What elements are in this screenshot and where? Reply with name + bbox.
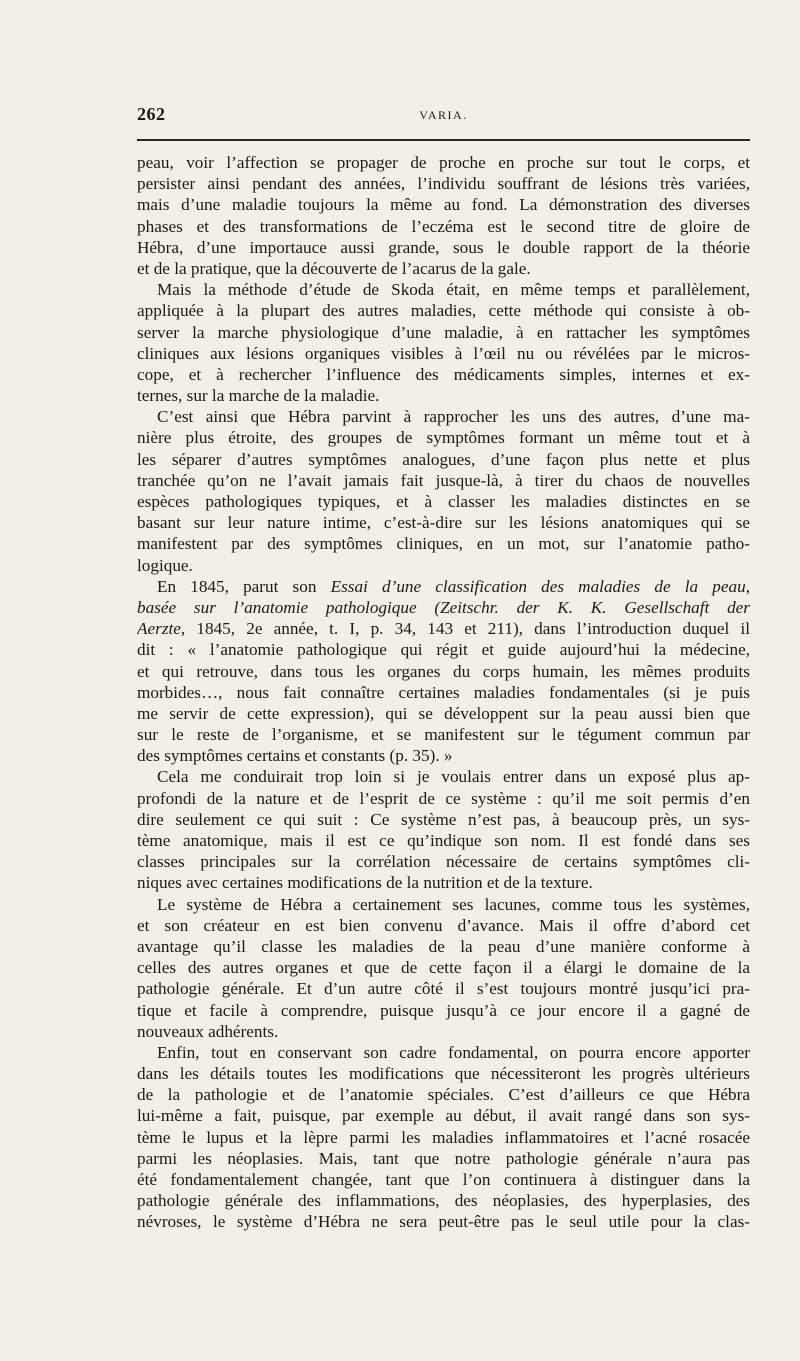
text-segment: morbides…, nous fait connaître certaines maladies fondamentales (si je puis: [137, 682, 750, 702]
text-line: [137, 1148, 750, 1169]
text-line: [137, 682, 750, 703]
italic-segment: Essai d’une classification des maladies de la peau,: [330, 576, 750, 596]
text-line: [137, 491, 750, 512]
text-segment: parmi les néoplasies. Mais, tant que notre pathologie générale n’aura pas: [137, 1148, 750, 1168]
text-segment: persister ainsi pendant des années, l’individu souffrant de lésions très variées,: [137, 174, 750, 194]
text-line: [137, 216, 750, 237]
text-segment: appliquée à la plupart des autres maladies, cette méthode qui consiste à ob-: [137, 301, 750, 321]
text-line: [137, 894, 750, 915]
page-header: [137, 104, 750, 128]
text-segment: espèces pathologiques typiques, et à classer les maladies distinctes en se: [137, 492, 750, 511]
body-text: [137, 152, 750, 1233]
text-line: [137, 661, 750, 682]
text-line: [137, 1127, 750, 1148]
text-line: [137, 364, 750, 385]
text-line: [137, 788, 750, 809]
page-number: 262: [137, 104, 166, 124]
text-segment: Le système de Hébra a certainement ses lacunes, comme tous les systèmes,: [157, 894, 750, 914]
text-line: [137, 555, 750, 576]
text-line: [137, 724, 750, 745]
text-segment: névroses, le système d’Hébra ne sera peut-être pas le seul utile pour la clas-: [137, 1212, 750, 1232]
text-line: [137, 809, 750, 830]
text-segment: pathologie générale des inflammations, des néoplasies, des hyperplasies, des: [137, 1191, 750, 1211]
text-segment: manifestent par des symptômes cliniques, en un mot, sur l’anatomie patho-: [137, 534, 750, 554]
text-segment: dire seulement ce qui suit : Ce système n’est pas, à beaucoup près, un sys-: [137, 809, 750, 829]
text-segment: de la pathologie et de l’anatomie spéciales. C’est d’ailleurs ce que Hébra: [137, 1085, 750, 1105]
text-segment: mais d’une maladie toujours la même au fond. La démonstration des diverses: [137, 195, 750, 215]
text-line: [137, 1000, 750, 1021]
text-line: [137, 1063, 750, 1084]
text-line: [137, 1105, 750, 1126]
text-line: [137, 512, 750, 533]
text-segment: pathologie générale. Et d’un autre côté il s’est toujours montré jusqu’ici pra-: [137, 979, 750, 999]
text-line: [137, 703, 750, 724]
text-line: [137, 1169, 750, 1190]
text-line: [137, 449, 750, 470]
text-segment: 1845, 2e année, t. I, p. 34, 143 et 211), dans l’introduction duquel il: [185, 619, 750, 639]
text-segment: été fondamentalement changée, tant que l’on continuera à distinguer dans la: [137, 1170, 750, 1189]
text-segment: En 1845, parut son: [157, 576, 331, 596]
text-line: [137, 1190, 750, 1211]
text-segment: Hébra, d’une importauce aussi grande, sous le double rapport de la théorie: [137, 237, 750, 257]
text-line: [137, 173, 750, 194]
text-line: [137, 300, 750, 321]
text-line: [137, 152, 750, 173]
text-segment: et son créateur en est bien convenu d’avance. Mais il offre d’abord cet: [137, 915, 750, 935]
text-line: [137, 766, 750, 787]
text-segment: sur le reste de l’organisme, et se manifestent sur le tégument commun par: [137, 725, 750, 745]
text-segment: et de la pratique, que la découverte de l’acarus de la gale.: [137, 258, 531, 278]
text-line: [137, 1084, 750, 1105]
text-line: [137, 745, 750, 766]
text-line: [137, 1211, 750, 1232]
text-segment: basant sur leur nature intime, c’est-à-dire sur les lésions anatomiques qui se: [137, 513, 750, 533]
text-line: [137, 427, 750, 448]
text-segment: tranchée qu’on ne l’avait jamais fait jusque-là, à tirer du chaos de nouvelles: [137, 470, 750, 490]
text-segment: server la marche physiologique d’une maladie, à en rattacher les symptômes: [137, 322, 750, 342]
text-line: [137, 194, 750, 215]
text-segment: nière plus étroite, des groupes de symptômes formant un même tout et à: [137, 428, 750, 448]
text-line: [137, 470, 750, 491]
text-line: [137, 1021, 750, 1042]
text-segment: avantage qu’il classe les maladies de la peau d’une manière conforme à: [137, 936, 750, 956]
text-segment: Enfin, tout en conservant son cadre fondamental, on pourra encore apporter: [157, 1042, 750, 1062]
italic-segment: basée sur l’anatomie pathologique (Zeitschr. der K. K. Gesellschaft der: [137, 597, 750, 617]
italic-segment: Aerzte,: [137, 619, 186, 639]
text-segment: celles des autres organes et que de cette façon il a élargi le domaine de la: [137, 958, 750, 978]
text-segment: cope, et à rechercher l’influence des médicaments simples, internes et ex-: [137, 364, 750, 384]
text-segment: cliniques aux lésions organiques visibles à l’œil nu ou révélées par le micros-: [137, 343, 750, 363]
text-line: [137, 322, 750, 343]
text-line: [137, 851, 750, 872]
text-segment: niques avec certaines modifications de la nutrition et de la texture.: [137, 873, 593, 893]
text-line: [137, 618, 750, 639]
text-segment: tique et facile à comprendre, puisque jusqu’à ce jour encore il a gagné de: [137, 1000, 750, 1020]
text-segment: et qui retrouve, dans tous les organes du corps humain, les mêmes produits: [137, 661, 750, 681]
text-line: [137, 978, 750, 999]
text-segment: dit : « l’anatomie pathologique qui régit et guide aujourd’hui la médecine,: [137, 640, 750, 660]
text-line: [137, 936, 750, 957]
text-segment: tème le lupus et la lèpre parmi les maladies inflammatoires et l’acné rosacée: [137, 1127, 750, 1147]
text-segment: C’est ainsi que Hébra parvint à rapprocher les uns des autres, d’une ma-: [157, 407, 750, 427]
text-line: [137, 385, 750, 406]
text-segment: phases et des transformations de l’eczéma est le second titre de gloire de: [137, 216, 750, 236]
text-line: [137, 957, 750, 978]
text-segment: tème anatomique, mais il est ce qu’indique son nom. Il est fondé dans ses: [137, 831, 750, 850]
text-segment: lui-même a fait, puisque, par exemple au début, il avait rangé dans son sys-: [137, 1106, 750, 1126]
text-line: [137, 1042, 750, 1063]
text-line: [137, 533, 750, 554]
text-segment: Mais la méthode d’étude de Skoda était, en même temps et parallèlement,: [157, 280, 750, 300]
text-segment: profondi de la nature et de l’esprit de ce système : qu’il me soit permis d’en: [137, 788, 750, 808]
text-segment: ternes, sur la marche de la maladie.: [137, 386, 380, 406]
text-segment: logique.: [137, 555, 193, 575]
text-segment: des symptômes certains et constants (p. 35). »: [137, 746, 453, 766]
text-segment: peau, voir l’affection se propager de proche en proche sur tout le corps, et: [137, 153, 750, 172]
text-line: [137, 279, 750, 300]
text-line: [137, 258, 750, 279]
text-segment: nouveaux adhérents.: [137, 1021, 279, 1041]
running-title: VARIA.: [419, 108, 468, 122]
text-line: [137, 237, 750, 258]
text-line: [137, 406, 750, 427]
text-line: [137, 597, 750, 618]
text-line: [137, 915, 750, 936]
text-line: [137, 343, 750, 364]
text-line: [137, 872, 750, 893]
text-segment: classes principales sur la corrélation nécessaire de certains symptômes cli-: [137, 852, 750, 872]
text-segment: les séparer d’autres symptômes analogues, d’une façon plus nette et plus: [137, 449, 750, 469]
text-segment: me servir de cette expression), qui se développent sur la peau aussi bien que: [137, 703, 750, 723]
header-rule: [137, 139, 750, 141]
text-line: [137, 639, 750, 660]
text-segment: Cela me conduirait trop loin si je voulais entrer dans un exposé plus ap-: [157, 767, 750, 787]
text-line: [137, 830, 750, 851]
text-line: [137, 576, 750, 597]
text-segment: dans les détails toutes les modifications que nécessiteront les progrès ultérieurs: [137, 1064, 750, 1084]
